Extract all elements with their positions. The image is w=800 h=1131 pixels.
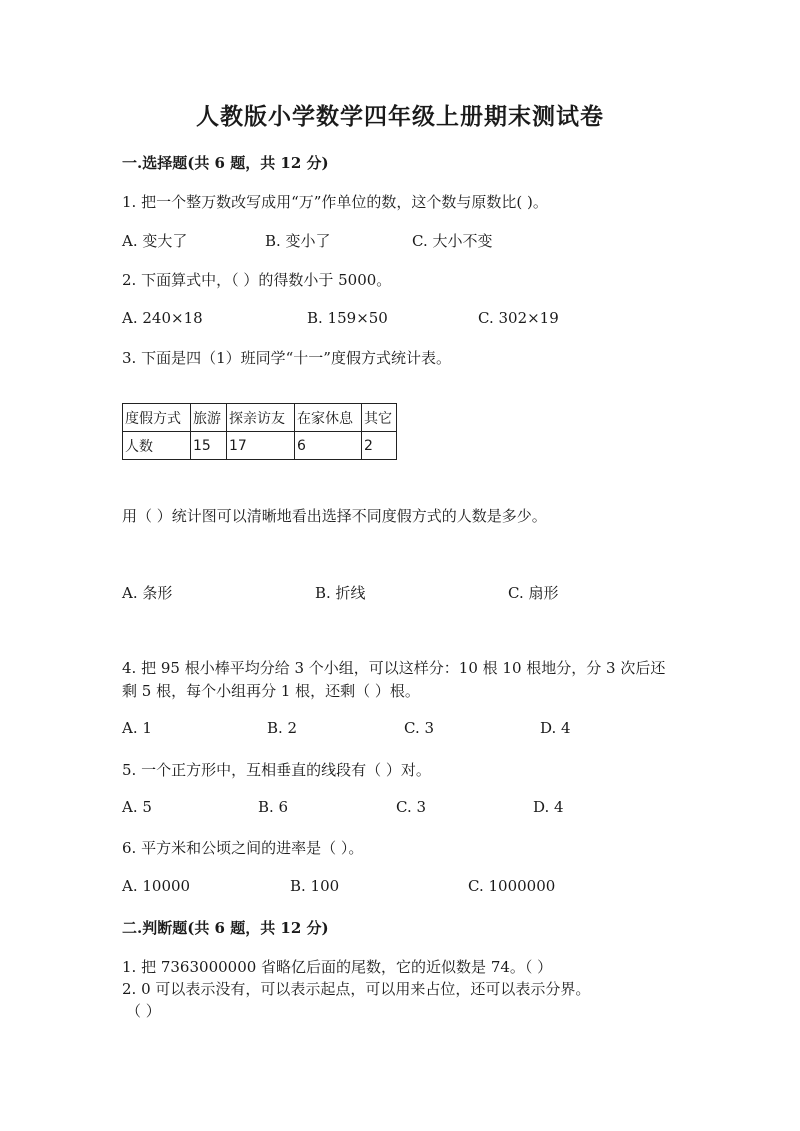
table-cell: 15 — [191, 432, 227, 460]
question-2-option-c: C. 302×19 — [478, 309, 559, 327]
question-4-line-2: 剩 5 根，每个小组再分 1 根，还剩（ ）根。 — [122, 682, 420, 700]
question-4-option-a: A. 1 — [122, 719, 152, 737]
question-5-option-b: B. 6 — [258, 798, 289, 816]
table-header-cell: 度假方式 — [123, 404, 191, 432]
table-header-cell: 在家休息 — [295, 404, 362, 432]
question-1-text: 1. 把一个整万数改写成用“万”作单位的数，这个数与原数比( )。 — [122, 193, 548, 211]
table-cell: 17 — [227, 432, 295, 460]
question-4-line-1: 4. 把 95 根小棒平均分给 3 个小组，可以这样分：10 根 10 根地分，分 3 次后还 — [122, 659, 666, 677]
page-title: 人教版小学数学四年级上册期末测试卷 — [196, 103, 604, 130]
judgment-2-line-2: （ ） — [126, 1002, 161, 1020]
question-3-option-b: B. 折线 — [315, 584, 366, 602]
judgment-2-line-1: 2. 0 可以表示没有，可以表示起点，可以用来占位，还可以表示分界。 — [122, 980, 591, 998]
question-1-option-b: B. 变小了 — [265, 232, 331, 250]
question-2-option-a: A. 240×18 — [122, 309, 203, 327]
table-cell: 人数 — [123, 432, 191, 460]
judgment-1-text: 1. 把 7363000000 省略亿后面的尾数，它的近似数是 74。（ ） — [122, 958, 553, 976]
question-6-option-c: C. 1000000 — [468, 877, 556, 895]
question-5-option-d: D. 4 — [533, 798, 564, 816]
question-2-option-b: B. 159×50 — [307, 309, 388, 327]
table-header-cell: 探亲访友 — [227, 404, 295, 432]
question-3-option-c: C. 扇形 — [508, 584, 559, 602]
table-header-cell: 其它 — [362, 404, 397, 432]
section-heading-choice: 一.选择题(共 6 题，共 12 分) — [122, 154, 329, 172]
question-5-option-a: A. 5 — [122, 798, 152, 816]
question-3-prompt: 用（ ）统计图可以清晰地看出选择不同度假方式的人数是多少。 — [122, 507, 547, 525]
question-6-option-a: A. 10000 — [122, 877, 191, 895]
question-6-text: 6. 平方米和公顷之间的进率是（ ）。 — [122, 839, 364, 857]
table-header-row — [123, 404, 397, 432]
table-cell: 2 — [362, 432, 397, 460]
question-2-text: 2. 下面算式中，（ ）的得数小于 5000。 — [122, 271, 392, 289]
question-3-option-a: A. 条形 — [122, 584, 173, 602]
table-header-cell: 旅游 — [191, 404, 227, 432]
question-1-option-a: A. 变大了 — [122, 232, 188, 250]
question-4-option-d: D. 4 — [540, 719, 571, 737]
question-6-option-b: B. 100 — [290, 877, 340, 895]
question-4-option-b: B. 2 — [267, 719, 298, 737]
table-cell: 6 — [295, 432, 362, 460]
vacation-stats-table — [122, 403, 397, 460]
question-3-text: 3. 下面是四（1）班同学“十一”度假方式统计表。 — [122, 349, 451, 367]
question-1-option-c: C. 大小不变 — [412, 232, 493, 250]
question-5-option-c: C. 3 — [396, 798, 427, 816]
question-4-option-c: C. 3 — [404, 719, 435, 737]
section-heading-judgment: 二.判断题(共 6 题，共 12 分) — [122, 919, 329, 937]
table-row — [123, 432, 397, 460]
question-5-text: 5. 一个正方形中，互相垂直的线段有（ ）对。 — [122, 761, 431, 779]
